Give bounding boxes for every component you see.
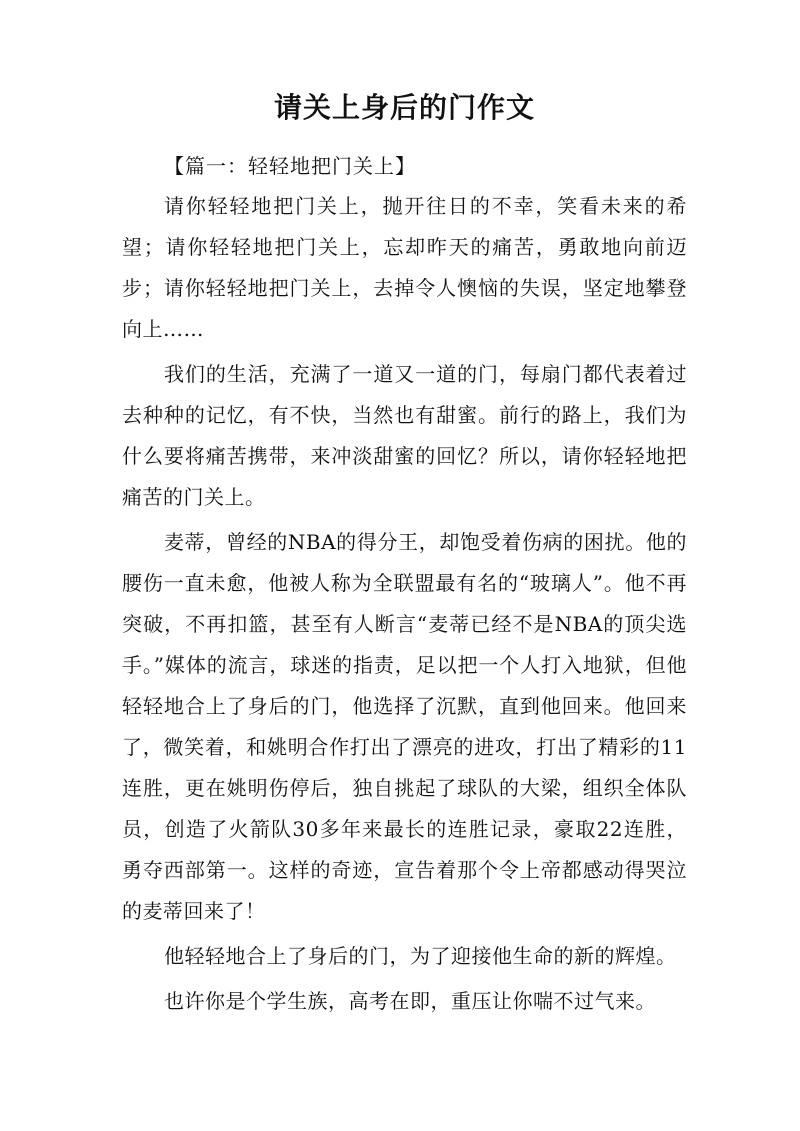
paragraph-3: 麦蒂，曾经的NBA的得分王，却饱受着伤病的困扰。他的腰伤一直未愈，他被人称为全联盟最有名的“玻璃人”。他不再突破，不再扣篮，甚至有人断言“麦蒂已经不是NBA的顶尖选手。”媒体的流言，球迷的指责，足以把一个人打入地狱，但他轻轻地合上了身后的门，他选择了沉默，直到他回来。他回来了，微笑着，和姚明合作打出了漂亮的进攻，打出了精彩的11连胜，更在姚明伤停后，独自挑起了球队的大梁，组织全体队员，创造了火箭队30多年来最长的连胜记录，豪取22连胜，勇夺西部第一。这样的奇迹，宣告着那个令上帝都感动得哭泣的麦蒂回来了！	[122, 530, 687, 923]
document-title: 请关上身后的门作文	[273, 91, 535, 124]
section-heading: 【篇一：轻轻地把门关上】	[164, 154, 416, 178]
document-page	[122, 88, 687, 1022]
paragraph-2: 我们的生活，充满了一道又一道的门，每扇门都代表着过去种种的记忆，有不快，当然也有甜蜜。前行的路上，我们为什么要将痛苦携带，来冲淡甜蜜的回忆？所以，请你轻轻地把痛苦的门关上。	[122, 362, 687, 509]
paragraph-1: 请你轻轻地把门关上，抛开往日的不幸，笑看未来的希望；请你轻轻地把门关上，忘却昨天的痛苦，勇敢地向前迈步；请你轻轻地把门关上，去掉令人懊恼的失误，坚定地攀登向上……	[122, 194, 687, 341]
paragraph-5: 也许你是个学生族，高考在即，重压让你喘不过气来。	[164, 989, 656, 1013]
paragraph-4: 他轻轻地合上了身后的门，为了迎接他生命的新的辉煌。	[164, 944, 677, 968]
